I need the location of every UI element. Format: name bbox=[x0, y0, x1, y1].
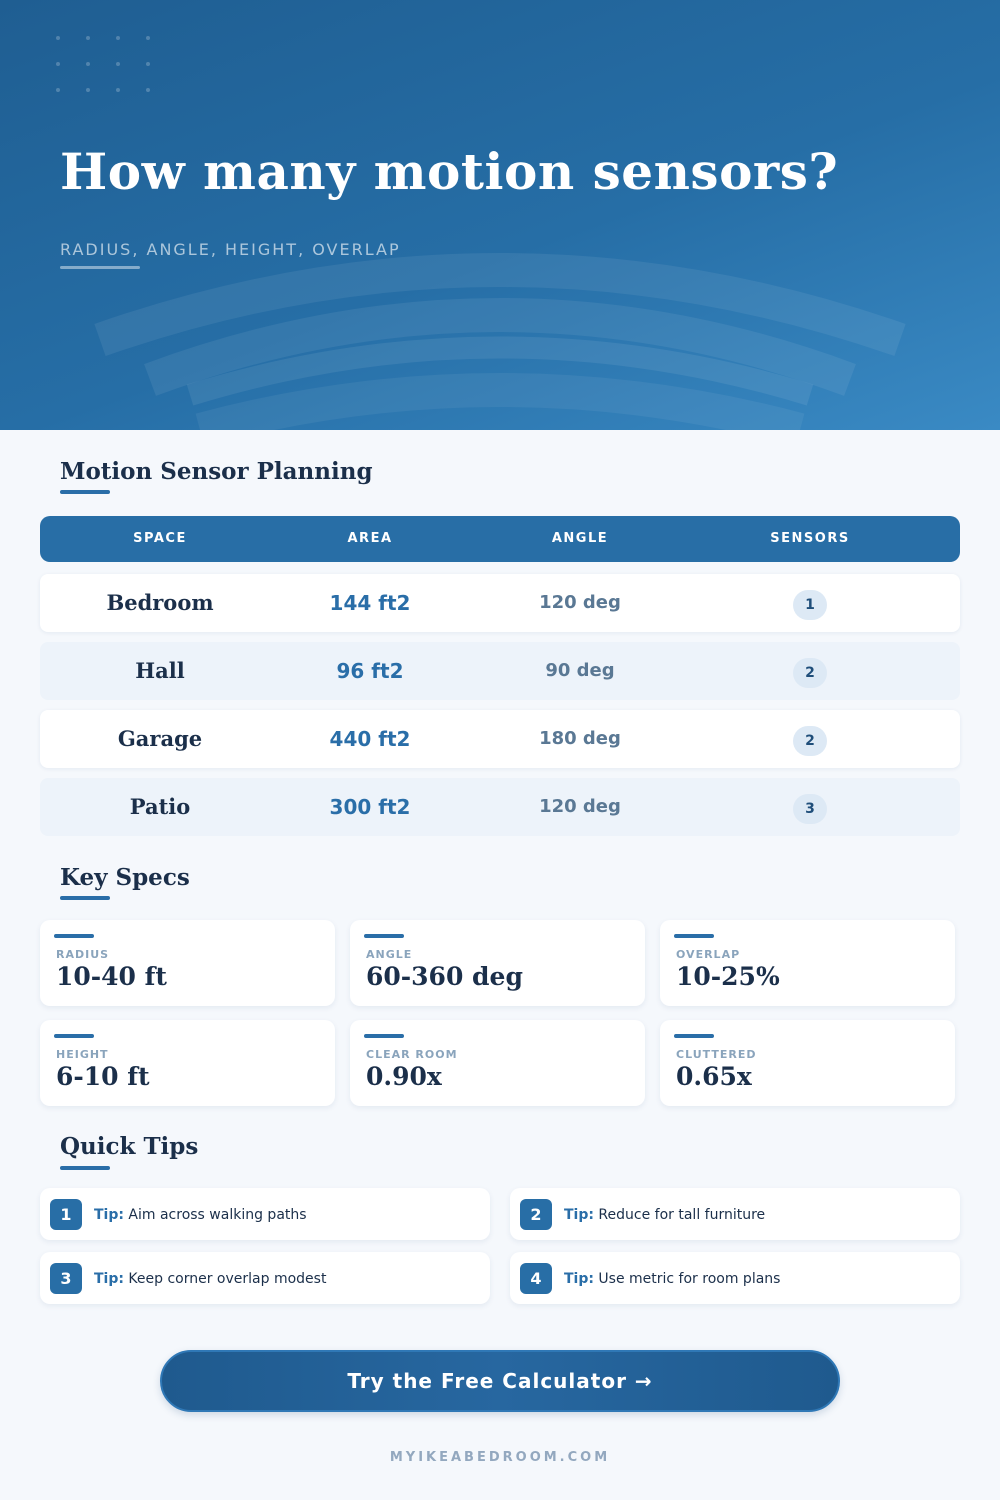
cell-angle: 180 deg bbox=[539, 728, 621, 749]
subtitle-underline bbox=[60, 266, 140, 269]
tip-prefix: Tip: bbox=[564, 1207, 594, 1223]
spec-accent bbox=[54, 934, 94, 938]
tip-number-badge: 3 bbox=[50, 1263, 82, 1294]
tip-text bbox=[94, 1188, 307, 1240]
table-row bbox=[40, 778, 960, 836]
spec-label: CLUTTERED bbox=[676, 1048, 757, 1061]
cell-area: 96 ft2 bbox=[336, 659, 404, 683]
spec-value: 10-40 ft bbox=[56, 962, 167, 991]
column-header-area: AREA bbox=[347, 531, 393, 546]
spec-card-radius bbox=[40, 920, 335, 1006]
cell-angle: 120 deg bbox=[539, 796, 621, 817]
spec-card-angle bbox=[350, 920, 645, 1006]
tip-body: Reduce for tall furniture bbox=[598, 1207, 766, 1223]
spec-label: OVERLAP bbox=[676, 948, 741, 961]
page-title: How many motion sensors? bbox=[60, 142, 839, 201]
sensor-count-badge: 2 bbox=[793, 658, 827, 688]
spec-value: 10-25% bbox=[676, 962, 780, 991]
tip-number-badge: 1 bbox=[50, 1199, 82, 1230]
tip-number-badge: 4 bbox=[520, 1263, 552, 1294]
spec-card-height bbox=[40, 1020, 335, 1106]
cell-area: 144 ft2 bbox=[329, 591, 411, 615]
tips-section-title: Quick Tips bbox=[60, 1133, 199, 1160]
footer-site-name: MYIKEABEDROOM.COM bbox=[389, 1450, 611, 1465]
spec-accent bbox=[364, 1034, 404, 1038]
free-calculator-button[interactable]: Try the Free Calculator → bbox=[160, 1350, 840, 1412]
tip-prefix: Tip: bbox=[94, 1207, 124, 1223]
column-header-angle: ANGLE bbox=[551, 531, 609, 546]
table-row bbox=[40, 642, 960, 700]
spec-label: CLEAR ROOM bbox=[366, 1048, 458, 1061]
specs-section-title: Key Specs bbox=[60, 864, 190, 891]
sensor-count-badge: 3 bbox=[793, 794, 827, 824]
table-row bbox=[40, 574, 960, 632]
spec-value: 0.65x bbox=[676, 1062, 752, 1091]
tips-section-bar bbox=[60, 1166, 110, 1170]
spec-value: 6-10 ft bbox=[56, 1062, 150, 1091]
tip-card bbox=[40, 1188, 490, 1240]
spec-accent bbox=[674, 1034, 714, 1038]
cell-space: Patio bbox=[129, 794, 191, 819]
sensor-count-badge: 2 bbox=[793, 726, 827, 756]
planning-table-header bbox=[40, 516, 960, 562]
table-row bbox=[40, 710, 960, 768]
spec-label: HEIGHT bbox=[56, 1048, 109, 1061]
tip-text bbox=[564, 1252, 780, 1304]
cell-space: Bedroom bbox=[106, 590, 214, 615]
tip-body: Use metric for room plans bbox=[598, 1271, 781, 1287]
spec-card-clear-room bbox=[350, 1020, 645, 1106]
tip-body: Aim across walking paths bbox=[128, 1207, 307, 1223]
spec-accent bbox=[54, 1034, 94, 1038]
spec-card-overlap bbox=[660, 920, 955, 1006]
cell-angle: 90 deg bbox=[545, 660, 615, 681]
cell-angle: 120 deg bbox=[539, 592, 621, 613]
spec-value: 0.90x bbox=[366, 1062, 442, 1091]
spec-card-cluttered bbox=[660, 1020, 955, 1106]
tip-card bbox=[510, 1188, 960, 1240]
hero-banner bbox=[0, 0, 1000, 430]
tip-number-badge: 2 bbox=[520, 1199, 552, 1230]
spec-accent bbox=[364, 934, 404, 938]
column-header-sensors: SENSORS bbox=[770, 531, 850, 546]
planning-section-bar bbox=[60, 490, 110, 494]
tip-card bbox=[40, 1252, 490, 1304]
spec-label: RADIUS bbox=[56, 948, 110, 961]
tip-card bbox=[510, 1252, 960, 1304]
tip-body: Keep corner overlap modest bbox=[128, 1271, 327, 1287]
spec-label: ANGLE bbox=[366, 948, 413, 961]
sensor-arc-graphic bbox=[0, 0, 1000, 430]
spec-value: 60-360 deg bbox=[366, 962, 523, 991]
sensor-count-badge: 1 bbox=[793, 590, 827, 620]
spec-accent bbox=[674, 934, 714, 938]
specs-section-bar bbox=[60, 896, 110, 900]
cell-space: Garage bbox=[117, 726, 203, 751]
page-subtitle: RADIUS, ANGLE, HEIGHT, OVERLAP bbox=[60, 240, 401, 259]
tip-prefix: Tip: bbox=[94, 1271, 124, 1287]
tip-text bbox=[94, 1252, 326, 1304]
tip-text bbox=[564, 1188, 765, 1240]
column-header-space: SPACE bbox=[133, 531, 187, 546]
cell-area: 440 ft2 bbox=[329, 727, 411, 751]
planning-section-title: Motion Sensor Planning bbox=[60, 458, 373, 485]
cell-space: Hall bbox=[135, 658, 185, 683]
tip-prefix: Tip: bbox=[564, 1271, 594, 1287]
cell-area: 300 ft2 bbox=[329, 795, 411, 819]
